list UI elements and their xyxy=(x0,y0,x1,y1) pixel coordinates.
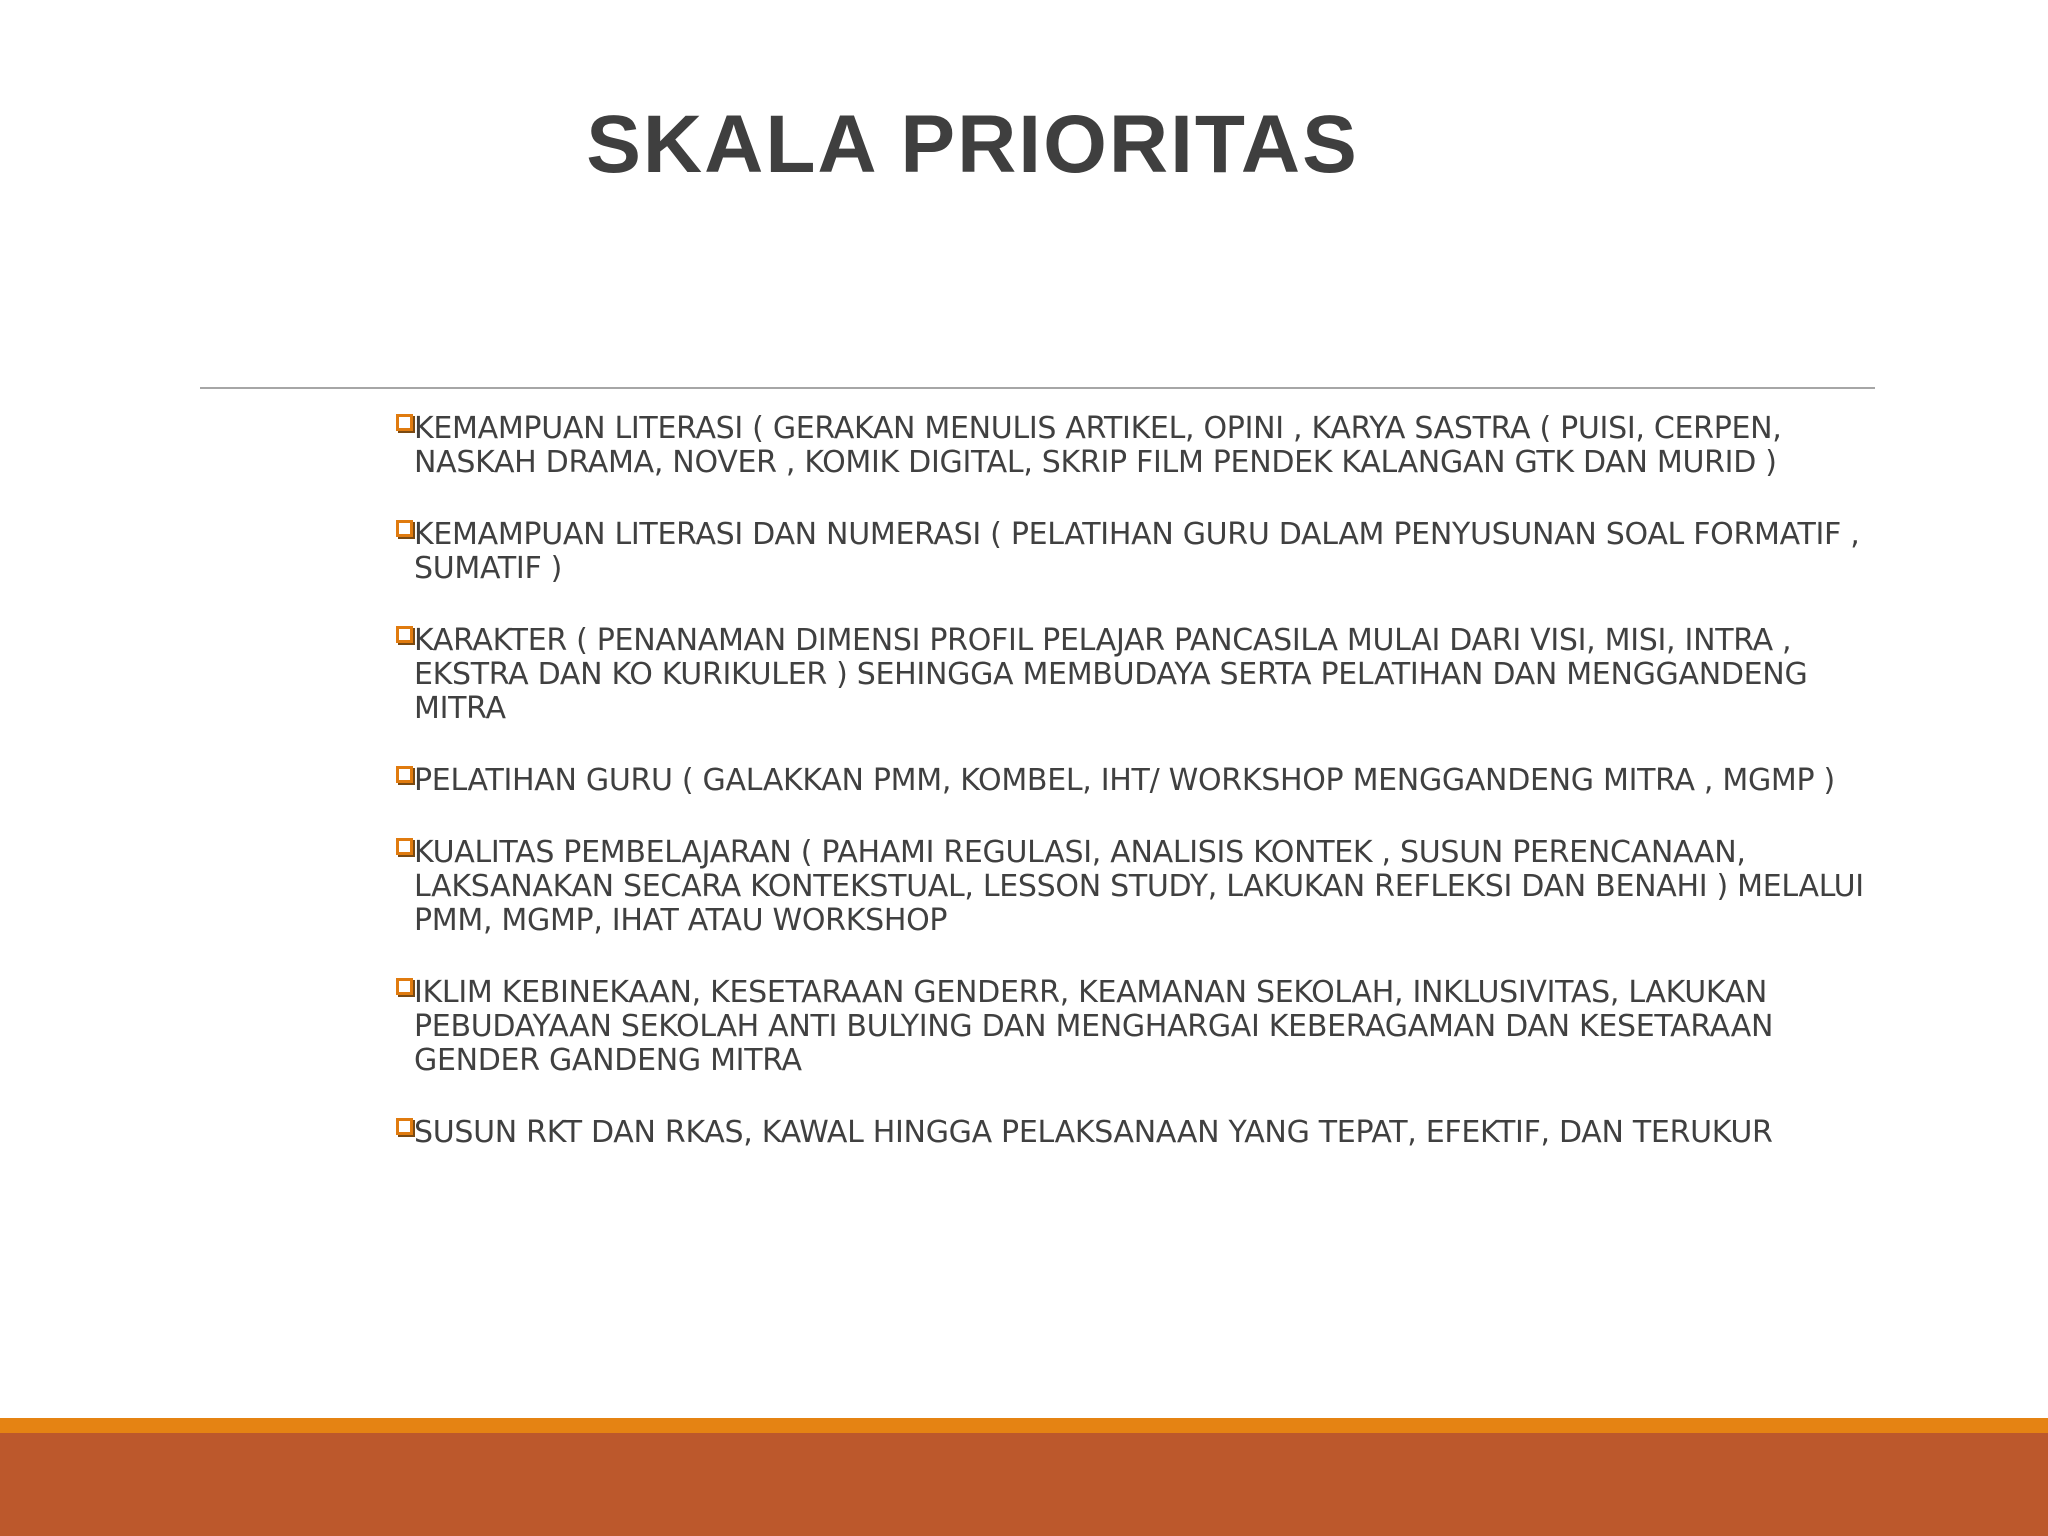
footer-stripe xyxy=(0,1418,2048,1433)
list-item-text: IKLIM KEBINEKAAN, KESETARAAN GENDERR, KEAMANAN SEKOLAH, INKLUSIVITAS, LAKUKAN PEBUDAYAAN SEKOLAH ANTI BULYING DAN MENGHARGAI KEBERAGAMAN DAN KESETARAAN GENDER GANDENG MITRA xyxy=(414,975,1774,1078)
list-item-text: SUSUN RKT DAN RKAS, KAWAL HINGGA PELAKSANAAN YANG TEPAT, EFEKTIF, DAN TERUKUR xyxy=(414,1115,1773,1150)
checkbox-bullet-icon xyxy=(396,414,413,431)
checkbox-bullet-icon xyxy=(396,838,413,855)
list-item xyxy=(392,764,1882,798)
priority-list xyxy=(392,412,1882,1188)
list-item-text: KEMAMPUAN LITERASI ( GERAKAN MENULIS ARTIKEL, OPINI , KARYA SASTRA ( PUISI, CERPEN, NASKAH DRAMA, NOVER , KOMIK DIGITAL, SKRIP FILM PENDEK KALANGAN GTK DAN MURID ) xyxy=(414,411,1782,480)
list-item-text: KEMAMPUAN LITERASI DAN NUMERASI ( PELATIHAN GURU DALAM PENYUSUNAN SOAL FORMATIF , SUMATIF ) xyxy=(414,517,1860,586)
slide-title: SKALA PRIORITAS xyxy=(586,99,1359,190)
checkbox-bullet-icon xyxy=(396,520,413,537)
checkbox-bullet-icon xyxy=(396,766,413,783)
list-item xyxy=(392,976,1882,1078)
checkbox-bullet-icon xyxy=(396,1118,413,1135)
footer-band xyxy=(0,1433,2048,1536)
list-item-text: KARAKTER ( PENANAMAN DIMENSI PROFIL PELAJAR PANCASILA MULAI DARI VISI, MISI, INTRA , EKSTRA DAN KO KURIKULER ) SEHINGGA MEMBUDAYA SERTA PELATIHAN DAN MENGGANDENG MITRA xyxy=(414,623,1808,726)
list-item xyxy=(392,624,1882,726)
checkbox-bullet-icon xyxy=(396,626,413,643)
title-divider xyxy=(200,387,1875,389)
list-item xyxy=(392,836,1882,938)
list-item xyxy=(392,518,1882,586)
list-item-text: PELATIHAN GURU ( GALAKKAN PMM, KOMBEL, IHT/ WORKSHOP MENGGANDENG MITRA , MGMP ) xyxy=(414,763,1835,798)
checkbox-bullet-icon xyxy=(396,978,413,995)
list-item xyxy=(392,1116,1882,1150)
list-item xyxy=(392,412,1882,480)
list-item-text: KUALITAS PEMBELAJARAN ( PAHAMI REGULASI, ANALISIS KONTEK , SUSUN PERENCANAAN, LAKSANAKAN SECARA KONTEKSTUAL, LESSON STUDY, LAKUKAN REFLEKSI DAN BENAHI ) MELALUI PMM, MGMP, IHAT ATAU WORKSHOP xyxy=(414,835,1864,938)
